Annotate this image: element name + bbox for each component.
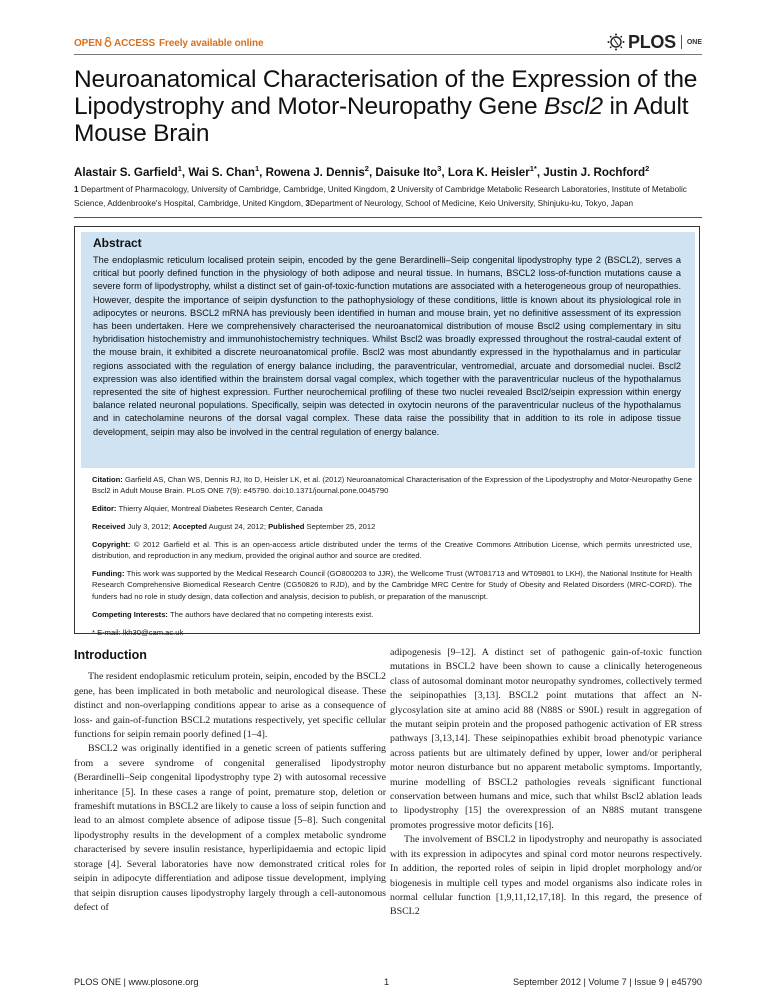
abstract-heading: Abstract <box>93 236 142 250</box>
title-gene: Bscl2 <box>544 93 603 120</box>
footer-journal: PLOS ONE | www.plosone.org <box>74 977 199 987</box>
email-link[interactable]: lkh30@cam.ac.uk <box>122 627 184 637</box>
author[interactable]: Alastair S. Garfield$^1$ <box>74 164 182 179</box>
affiliation-number: 2 <box>390 185 396 194</box>
access-label: ACCESS <box>113 38 156 49</box>
title-text-end: in Adult Mouse Brain <box>74 93 689 147</box>
page-number: 1 <box>384 977 390 987</box>
body-paragraph: The involvement of BSCL2 in lipodystrophy and neuropathy is associated with its expression in adipocytes and spinal cord motor neurons respectively. In addition, the reported roles of seipin in lipid droplet morphology and/or biogenesis in multiple cell types and model organisms also indicate roles in normal cellular function [1,9,11,12,17,18]. In this regard, the presence of BSCL2 <box>390 834 702 918</box>
citation: Citation: Garfield AS, Chan WS, Dennis RJ, Ito D, Heisler LK, et al. (2012) Neuroanatomical Characterisation of the Expression of the Lipodystrophy and Motor-Neuropathy Gene Bscl2 in Adult Mouse Brain. PLoS ONE 7(9): e45790. doi:10.1371/journal.pone.0045790 <box>92 475 692 496</box>
article-title <box>74 66 714 147</box>
funding: Funding: This work was supported by the Medical Research Council (GO800203 to JJR), the Wellcome Trust (WT081713 and WT09801 to LKH), the National Institute for Health Research Comprehensive Biomedical Research Centre (CG50826 to RJD), and by the Cambridge MRC Centre for Study of Obesity and Related Disorders (MRC-CORD). The funders had no role in study design, data collection and analysis, decision to publish, or preparation of the manuscript. <box>92 569 692 601</box>
plos-one-logo <box>607 32 702 52</box>
affiliation-number: 1 <box>74 185 79 194</box>
section-heading-introduction: Introduction <box>74 648 147 662</box>
abstract-panel <box>81 232 695 468</box>
body-column-left <box>74 644 386 915</box>
author[interactable]: Justin J. Rochford$^2$ <box>543 164 650 179</box>
freely-available-label: Freely available online <box>159 38 264 49</box>
footer-issue: September 2012 | Volume 7 | Issue 9 | e45790 <box>513 977 702 987</box>
open-label: OPEN <box>74 38 102 49</box>
header-divider <box>74 217 702 218</box>
plos-logo-icon <box>607 33 625 51</box>
author[interactable]: Rowena J. Dennis$^2$ <box>265 164 369 179</box>
editor: Editor: Thierry Alquier, Montreal Diabetes Research Center, Canada <box>92 504 323 514</box>
copyright: Copyright: © 2012 Garfield et al. This is an open-access article distributed under the terms of the Creative Commons Attribution License, which permits unrestricted use, distribution, and reproduction in any medium, provided the original author and source are credited. <box>92 539 692 561</box>
body-column-right <box>390 646 702 920</box>
article-metadata <box>92 474 692 644</box>
abstract-text: The endoplasmic reticulum localised protein seipin, encoded by the gene Berardinelli–Seip congenital lipodystrophy type 2 (BSCL2), serves a critical but poorly defined function in the physiology of both adipose and neural tissue. In humans, BSCL2 loss-of-function mutations cause a severe form of lipodystrophy, whilst a distinct set of gain-of-toxic-function mutations are associated with a heterogeneous group of neuropathies. However, despite the importance of seipin dysfunction to the pathophysiology of these conditions, little is known about its physiological role in adipocytes or neurons. BSCL2 mRNA has previously been identified in human and mouse brain, yet no definitive assessment of its expression has been undertaken. Here we comprehensively characterised the neuroanatomical distribution of mouse Bscl2 using complementary in situ hybridisation histochemistry and immunohistochemistry techniques. Whilst Bscl2 was broadly expressed throughout the rostral-caudal extent of the mouse brain, it exhibited a discrete neuroanatomical profile. Bscl2 was most abundantly expressed in the hypothalamus and in particular regions associated with the regulation of energy balance including, the paraventricular, ventromedial, arcuate and dorsomedial nuclei. Bscl2 expression was also identified within the brainstem dorsal vagal complex, which together with the paraventricular nucleus of the hypothalamus represented the site of highest expression. Further neurochemical profiling of these two nuclei revealed Bscl2/seipin expression within energy balance related neuronal populations. Specifically, seipin was detected in oxytocin neurons of the paraventricular nucleus of the hypothalamus and in catecholamine neurons of the dorsal vagal complex. These data raise the possibility that in addition to its role in adipose tissue development, seipin may also be involved in the central regulation of energy balance. <box>93 255 681 437</box>
author-list: Alastair S. Garfield$^1$, Wai S. Chan$^1$, Rowena J. Dennis$^2$, Daisuke Ito$^3$, Lora K. Heisler$^{1*}$, Justin J. Rochford$^2$ <box>74 164 650 179</box>
body-paragraph: The resident endoplasmic reticulum protein, seipin, encoded by the BSCL2 gene, has been implicated in both metabolic and neurological disease. These distinct and non-overlapping conditions appear to arise as a consequence of loss- and gain-of-function BSCL2 mutations respectively, yet specific cellular functions for seipin remain poorly defined [1–4]. <box>74 671 386 741</box>
open-access-banner <box>74 37 263 49</box>
author[interactable]: Lora K. Heisler$^{1*}$ <box>447 164 537 179</box>
corresponding-email: * E-mail: lkh30@cam.ac.uk <box>92 627 184 637</box>
body-paragraph: BSCL2 was originally identified in a genetic screen of patients suffering from a severe syndrome of congenital generalised lipodystrophy (Berardinelli–Seip congenital lipodystrophy type 2) with autosomal recessive inheritance [5]. In these cases a range of point, premature stop, deletion or frameshift mutations in BSCL2 are likely to cause a loss of seipin function and lead to an almost complete absence of adipose tissue [5–8]. Such congenital lipodystrophy results in the development of a complex metabolic syndrome characterised by severe insulin resistance, hyperlipidaemia and ectopic lipid storage [4]. Several laboratories have now demonstrated critical roles for seipin in adipocyte differentiation and adipose tissue development, implying that seipin disruption causes lipodystrophy largely through a cell-autonomous defect of <box>74 743 386 913</box>
plos-wordmark: PLOS <box>628 31 676 52</box>
affiliation-number: 3 <box>305 198 310 208</box>
logo-divider <box>681 35 682 49</box>
affiliation-text: Department of Pharmacology, University of Cambridge, Cambridge, United Kingdom, <box>80 185 389 194</box>
body-paragraph: adipogenesis [9–12]. A distinct set of pathogenic gain-of-toxic function mutations in BSCL2 have been shown to cause a clinically heterogeneous class of autosomal dominant motor neuropathy syndromes, collectively termed the seipinopathies [3,13]. BSCL2 point mutations that affect an N-glycosylation site at amino acid 88 (N88S or S90L) result in aggregation of the mutant seipin protein and the proposed pathogenic activation of ER stress pathways [3,13,14]. These seipinopathies exhibit broad phenotypic variance across patients but are ultimately defined by upper, lower and/or peripheral motor neuron disturbance but no apparent metabolic symptoms. Importantly, murine modelling of BSCL2 pathologies reveals significant functional conservation between humans and mice, such that whilst Bscl2 ablation leads to lipodystrophy [15] the overexpression of an N88S mutant transgene promotes progressive motor deficits [16]. <box>390 647 702 831</box>
affiliation-text: Department of Neurology, School of Medicine, Keio University, Shinjuku-ku, Tokyo, Japan <box>309 198 634 208</box>
dates: Received July 3, 2012; Accepted August 24, 2012; Published September 25, 2012 <box>92 522 376 532</box>
title-text: Neuroanatomical Characterisation of the Expression of the Lipodystrophy and Motor-Neuropathy Gene <box>74 66 698 120</box>
affiliations <box>74 183 702 210</box>
affiliation-text: University of Cambridge Metabolic Research Laboratories, Institute of Metabolic Science, Addenbrooke's Hospital, Cambridge, United Kingdom, <box>74 185 687 208</box>
one-wordmark: ONE <box>686 38 702 46</box>
author[interactable]: Daisuke Ito$^3$ <box>375 164 442 179</box>
journal-header <box>74 32 702 55</box>
open-lock-icon <box>104 37 112 47</box>
author[interactable]: Wai S. Chan$^1$ <box>188 164 260 179</box>
competing-interests: Competing Interests: The authors have declared that no competing interests exist. <box>92 609 374 619</box>
